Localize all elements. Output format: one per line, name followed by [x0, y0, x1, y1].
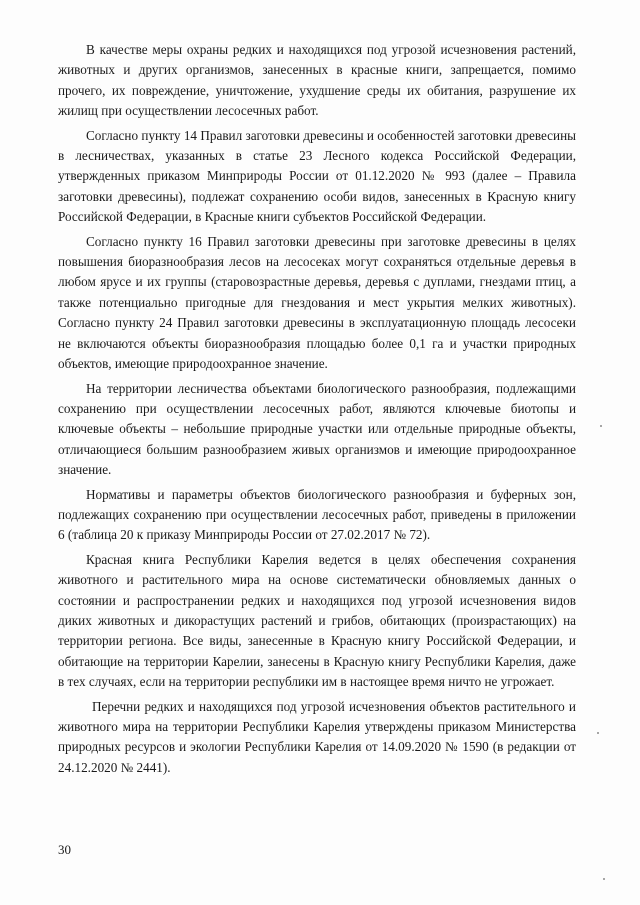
paragraph-rule-16-24: Согласно пункту 16 Правил заготовки древесины при заготовке древесины в целях повышения биоразнообразия лесов на лесосеках могут сохраняться отдельные деревья в любом ярусе и их группы (старовозрастные деревья, деревья с дуплами, гнездами птиц, а также потенциально пригодные для гнездования и мест укрытия мелких животных). Согласно пункту 24 Правил заготовки древесины в эксплуатационную площадь лесосеки не включаются объекты биоразнообразия площадью более 0,1 га и участки природных объектов, имеющие природоохранное значение. — [58, 233, 576, 372]
paragraph-karelia-red-book: Красная книга Республики Карелия ведется в целях обеспечения сохранения животного и растительного мира на основе систематически обновляемых данных о состоянии и распространении редких и находящихся под угрозой исчезновения видов диких животных и дикорастущих растений и грибов, обитающих (произрастающих) на территории региона. Все виды, занесенные в Красную книгу Российской Федерации, и обитающие на территории Карелии, занесены в Красную книгу Республики Карелия, даже в тех случаях, если на территории республики им в настоящее время ничто не угрожает. — [58, 551, 576, 690]
scan-speck — [603, 878, 605, 880]
scan-speck — [597, 732, 599, 734]
paragraph-red-books-protection: В качестве меры охраны редких и находящихся под угрозой исчезновения растений, животных и других организмов, занесенных в красные книги, запрещается, помимо прочего, их повреждение, уничтожение, ухудшение среды их обитания, разрушение их жилищ при осуществлении лесосечных работ. — [58, 42, 576, 119]
page-number: 30 — [58, 842, 71, 857]
scan-speck — [600, 425, 602, 427]
document-body — [58, 40, 576, 782]
paragraph-norms-buffer-zones: Нормативы и параметры объектов биологического разнообразия и буферных зон, подлежащих сохранению при осуществлении лесосечных работ, приведены в приложении 6 (таблица 20 к приказу Минприроды России от 27.02.2017 № 72). — [58, 486, 576, 543]
paragraph-key-biotopes: На территории лесничества объектами биологического разнообразия, подлежащими сохранению при осуществлении лесосечных работ, являются ключевые биотопы и ключевые объекты – небольшие природные участки или отдельные природные объекты, отличающиеся большим разнообразием живых организмов и имеющие природоохранное значение. — [58, 380, 576, 478]
paragraph-rule-14: Согласно пункту 14 Правил заготовки древесины и особенностей заготовки древесины в лесничествах, указанных в статье 23 Лесного кодекса Российской Федерации, утвержденных приказом Минприроды России от 01.12.2020 № 993 (далее – Правила заготовки древесины), подлежат сохранению особи видов, занесенных в Красную книгу Российской Федерации, в Красные книги субъектов Российской Федерации. — [58, 127, 576, 225]
paragraph-karelia-lists: Перечни редких и находящихся под угрозой исчезновения объектов растительного и животного мира на территории Республики Карелия утверждены приказом Министерства природных ресурсов и экологии Республики Карелия от 14.09.2020 № 1590 (в редакции от 24.12.2020 № 2441). — [58, 698, 576, 775]
